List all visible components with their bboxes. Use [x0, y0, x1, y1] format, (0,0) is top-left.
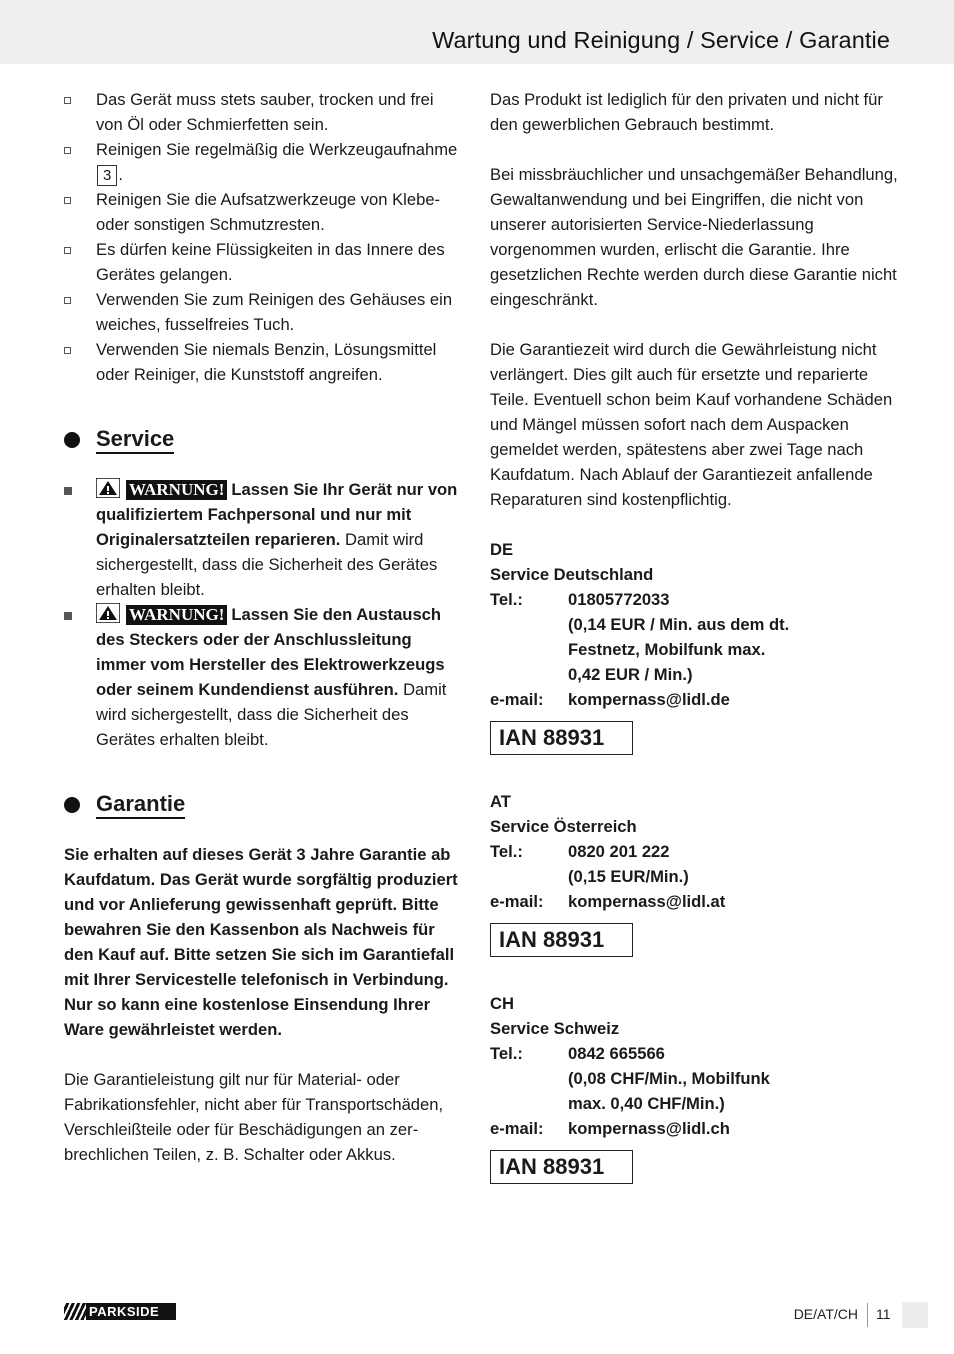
email-address: kompernass@lidl.ch: [568, 1119, 730, 1138]
list-item: Reinigen Sie die Aufsatzwerkzeuge von Klebe- oder sonstigen Schmutzresten.: [64, 187, 464, 237]
right-column: [490, 87, 900, 1184]
left-column: [64, 87, 464, 1167]
list-item: Verwenden Sie niemals Benzin, Lösungsmittel oder Reiniger, die Kunststoff angreifen.: [64, 337, 464, 387]
list-item: Reinigen Sie regelmäßig die Werkzeugaufnahme 3 .: [64, 137, 464, 187]
bullet-dot-icon: [64, 432, 80, 448]
logo-stripes-icon: [64, 1303, 86, 1320]
square-bullet-icon: [64, 147, 71, 154]
service-name: Service Schweiz: [490, 1019, 620, 1038]
phone-number: 01805772033: [568, 590, 670, 609]
country-code: AT: [490, 792, 511, 811]
square-bullet-icon: [64, 347, 71, 354]
warranty-heading: Garantie: [64, 791, 464, 817]
warning-item: WARNUNG! Lassen Sie den Austausch des Steckers oder der Anschlussleitung immer vom Hersteller des Elektrowerkzeugs oder seinem Kundendienst ausführen. Damit wird sichergestellt, dass die Sicherheit des Gerätes erhalten bleibt.: [64, 602, 464, 752]
page-tab-marker: [902, 1302, 928, 1328]
warranty-paragraph: Das Produkt ist lediglich für den privaten und nicht für den gewerblichen Gebrauch bestimmt.: [490, 90, 883, 134]
ian-box: IAN 88931: [490, 1150, 633, 1184]
ian-box: IAN 88931: [490, 923, 633, 957]
list-item: Es dürfen keine Flüssigkeiten in das Innere des Gerätes gelangen.: [64, 237, 464, 287]
square-bullet-icon: [64, 487, 72, 495]
page-number: 11: [876, 1306, 891, 1322]
square-bullet-icon: [64, 197, 71, 204]
figure-reference: 3: [97, 165, 117, 186]
country-code: CH: [490, 994, 514, 1013]
country-code: DE: [490, 540, 514, 559]
service-heading: Service: [64, 426, 464, 452]
contact-at: AT Service Österreich Tel.: 0820 201 222 (0,15 EUR/Min.) e-mail: kompernass@lidl.at IAN 88931: [490, 789, 900, 957]
list-item: Verwenden Sie zum Reinigen des Gehäuses ein weiches, fusselfreies Tuch.: [64, 287, 464, 337]
warranty-paragraph: Die Garantieleistung gilt nur für Material- oder Fabrikationsfehler, nicht aber für Transportschäden, Verschleißteile oder für Beschädigungen an zerbrechlichen Teilen, z. B. Schalter oder Akkus.: [64, 1070, 444, 1164]
email-address: kompernass@lidl.at: [568, 892, 726, 911]
parkside-logo: PARKSIDE: [64, 1303, 176, 1320]
square-bullet-icon: [64, 97, 71, 104]
service-name: Service Deutschland: [490, 565, 654, 584]
ian-box: IAN 88931: [490, 721, 633, 755]
warning-item: WARNUNG! Lassen Sie Ihr Gerät nur von qualifiziertem Fachpersonal und nur mit Originalersatzteilen reparieren. Damit wird sichergestellt, dass die Sicherheit des Gerätes erhalten bleibt.: [64, 477, 464, 602]
page-header: [0, 0, 954, 64]
phone-number: 0842 665566: [568, 1044, 665, 1063]
square-bullet-icon: [64, 297, 71, 304]
list-item: Das Gerät muss stets sauber, trocken und frei von Öl oder Schmierfetten sein.: [64, 87, 464, 137]
warning-label: WARNUNG!: [126, 605, 227, 625]
square-bullet-icon: [64, 247, 71, 254]
contact-ch: CH Service Schweiz Tel.: 0842 665566 (0,08 CHF/Min., Mobilfunk max. 0,40 CHF/Min.) e-mail: kompernass@lidl.ch IAN 88931: [490, 991, 900, 1184]
service-name: Service Österreich: [490, 817, 637, 836]
warning-triangle-icon: [96, 603, 120, 623]
warning-label: WARNUNG!: [126, 480, 227, 500]
maintenance-list: [64, 87, 464, 387]
email-address: kompernass@lidl.de: [568, 690, 730, 709]
warranty-bold-paragraph: Sie erhalten auf dieses Gerät 3 Jahre Garantie ab Kaufdatum. Das Gerät wurde sorgfältig produziert und vor Anlieferung gewissenhaft geprüft. Bitte bewahren Sie den Kassenbon als Nachweis für den Kauf auf. Bitte setzen Sie sich im Garantiefall mit Ihrer Servicestelle telefonisch in Verbindung. Nur so kann eine kostenlose Einsendung Ihrer Ware gewährleistet werden.: [64, 845, 458, 1039]
square-bullet-icon: [64, 612, 72, 620]
page-title: Wartung und Reinigung / Service / Garantie: [432, 27, 890, 53]
footer-divider: [867, 1303, 868, 1327]
warranty-paragraph: Bei missbräuchlicher und unsachgemäßer Behandlung, Gewaltanwendung und bei Eingriffen, die nicht von unserer autorisierten Service-Niederlassung vorgenommen wurden, erlischt die Garantie. Ihre gesetzlichen Rechte werden durch diese Garantie nicht eingeschränkt.: [490, 165, 898, 309]
bullet-dot-icon: [64, 797, 80, 813]
phone-number: 0820 201 222: [568, 842, 670, 861]
warning-triangle-icon: [96, 478, 120, 498]
footer-locale: DE/AT/CH: [793, 1306, 858, 1322]
warranty-paragraph: Die Garantiezeit wird durch die Gewährleistung nicht verlängert. Dies gilt auch für ersetzte und reparierte Teile. Eventuell schon beim Kauf vorhandene Schäden und Mängel müssen sofort nach dem Auspacken gemeldet werden, spätestens aber zwei Tage nach Kaufdatum. Nach Ablauf der Garantiezeit anfallende Reparaturen sind kostenpflichtig.: [490, 340, 893, 509]
contact-de: DE Service Deutschland Tel.: 01805772033 (0,14 EUR / Min. aus dem dt. Festnetz, Mobilfunk max. 0,42 EUR / Min.) e-mail: kompernass@lidl.de IAN 88931: [490, 537, 900, 755]
